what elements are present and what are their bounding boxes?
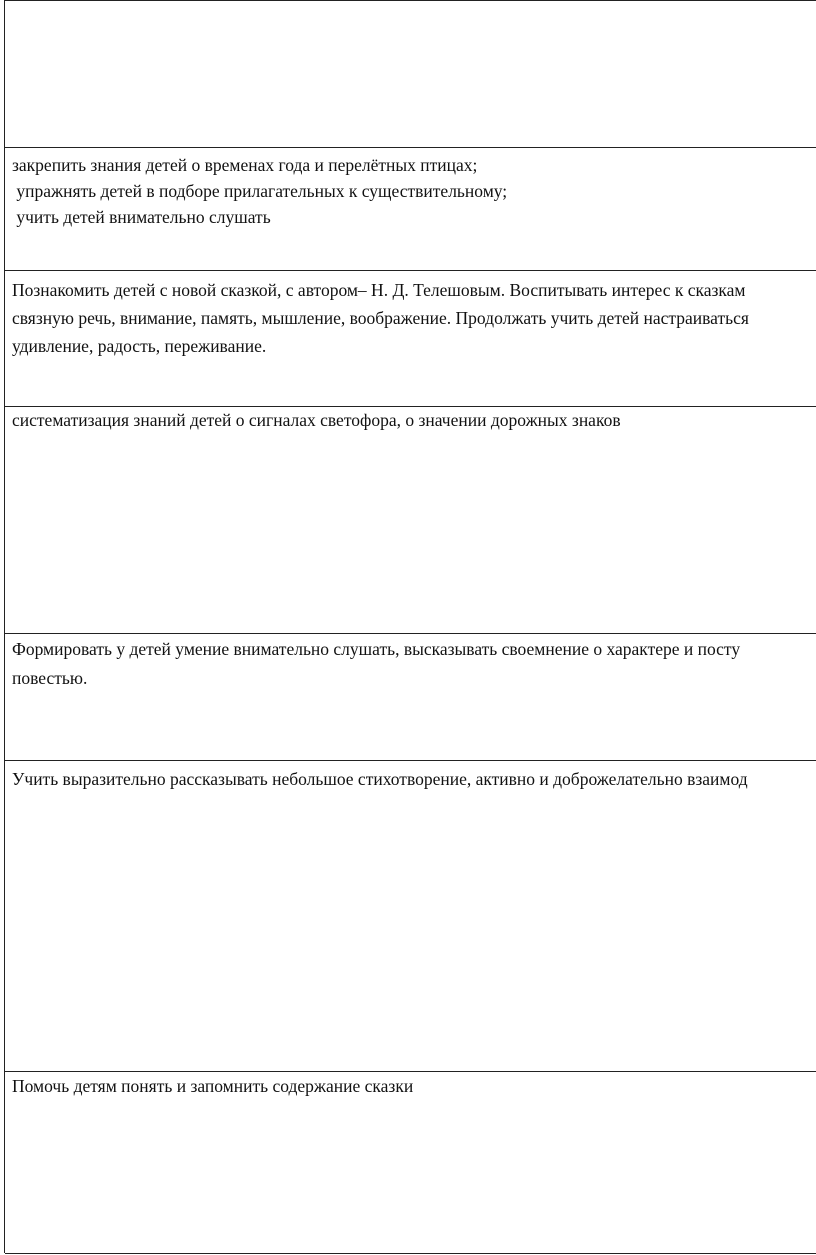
cell-line: упражнять детей в подборе прилагательных к существительному; (12, 181, 508, 201)
table-row (5, 634, 816, 761)
cell-line: связную речь, внимание, память, мышление, воображение. Продолжать учить детей настраиваться (12, 308, 749, 328)
table-row-empty (5, 1, 816, 148)
cell-line: Познакомить детей с новой сказкой, с автором– Н. Д. Телешовым. Воспитывать интерес к сказкам (12, 280, 746, 300)
table-row (5, 148, 816, 271)
table-row (5, 271, 816, 407)
cell-line: закрепить знания детей о временах года и перелётных птицах; (12, 155, 478, 175)
table-row (5, 761, 816, 1072)
lesson-goals-table (4, 0, 816, 1253)
cell-line: Помочь детям понять и запомнить содержание сказки (12, 1076, 414, 1096)
table-row (5, 407, 816, 634)
cell-line: повестью. (12, 668, 88, 688)
cell-line: систематизация знаний детей о сигналах светофора, о значении дорожных знаков (12, 410, 621, 430)
cell-line: Учить выразительно рассказывать небольшое стихотворение, активно и доброжелательно взаимод (12, 769, 748, 789)
cell-line: учить детей внимательно слушать (12, 207, 271, 227)
table-row (5, 1072, 816, 1254)
cell-line: удивление, радость, переживание. (12, 336, 267, 356)
cell-line: Формировать у детей умение внимательно слушать, высказывать своемнение о характере и посту (12, 639, 741, 659)
